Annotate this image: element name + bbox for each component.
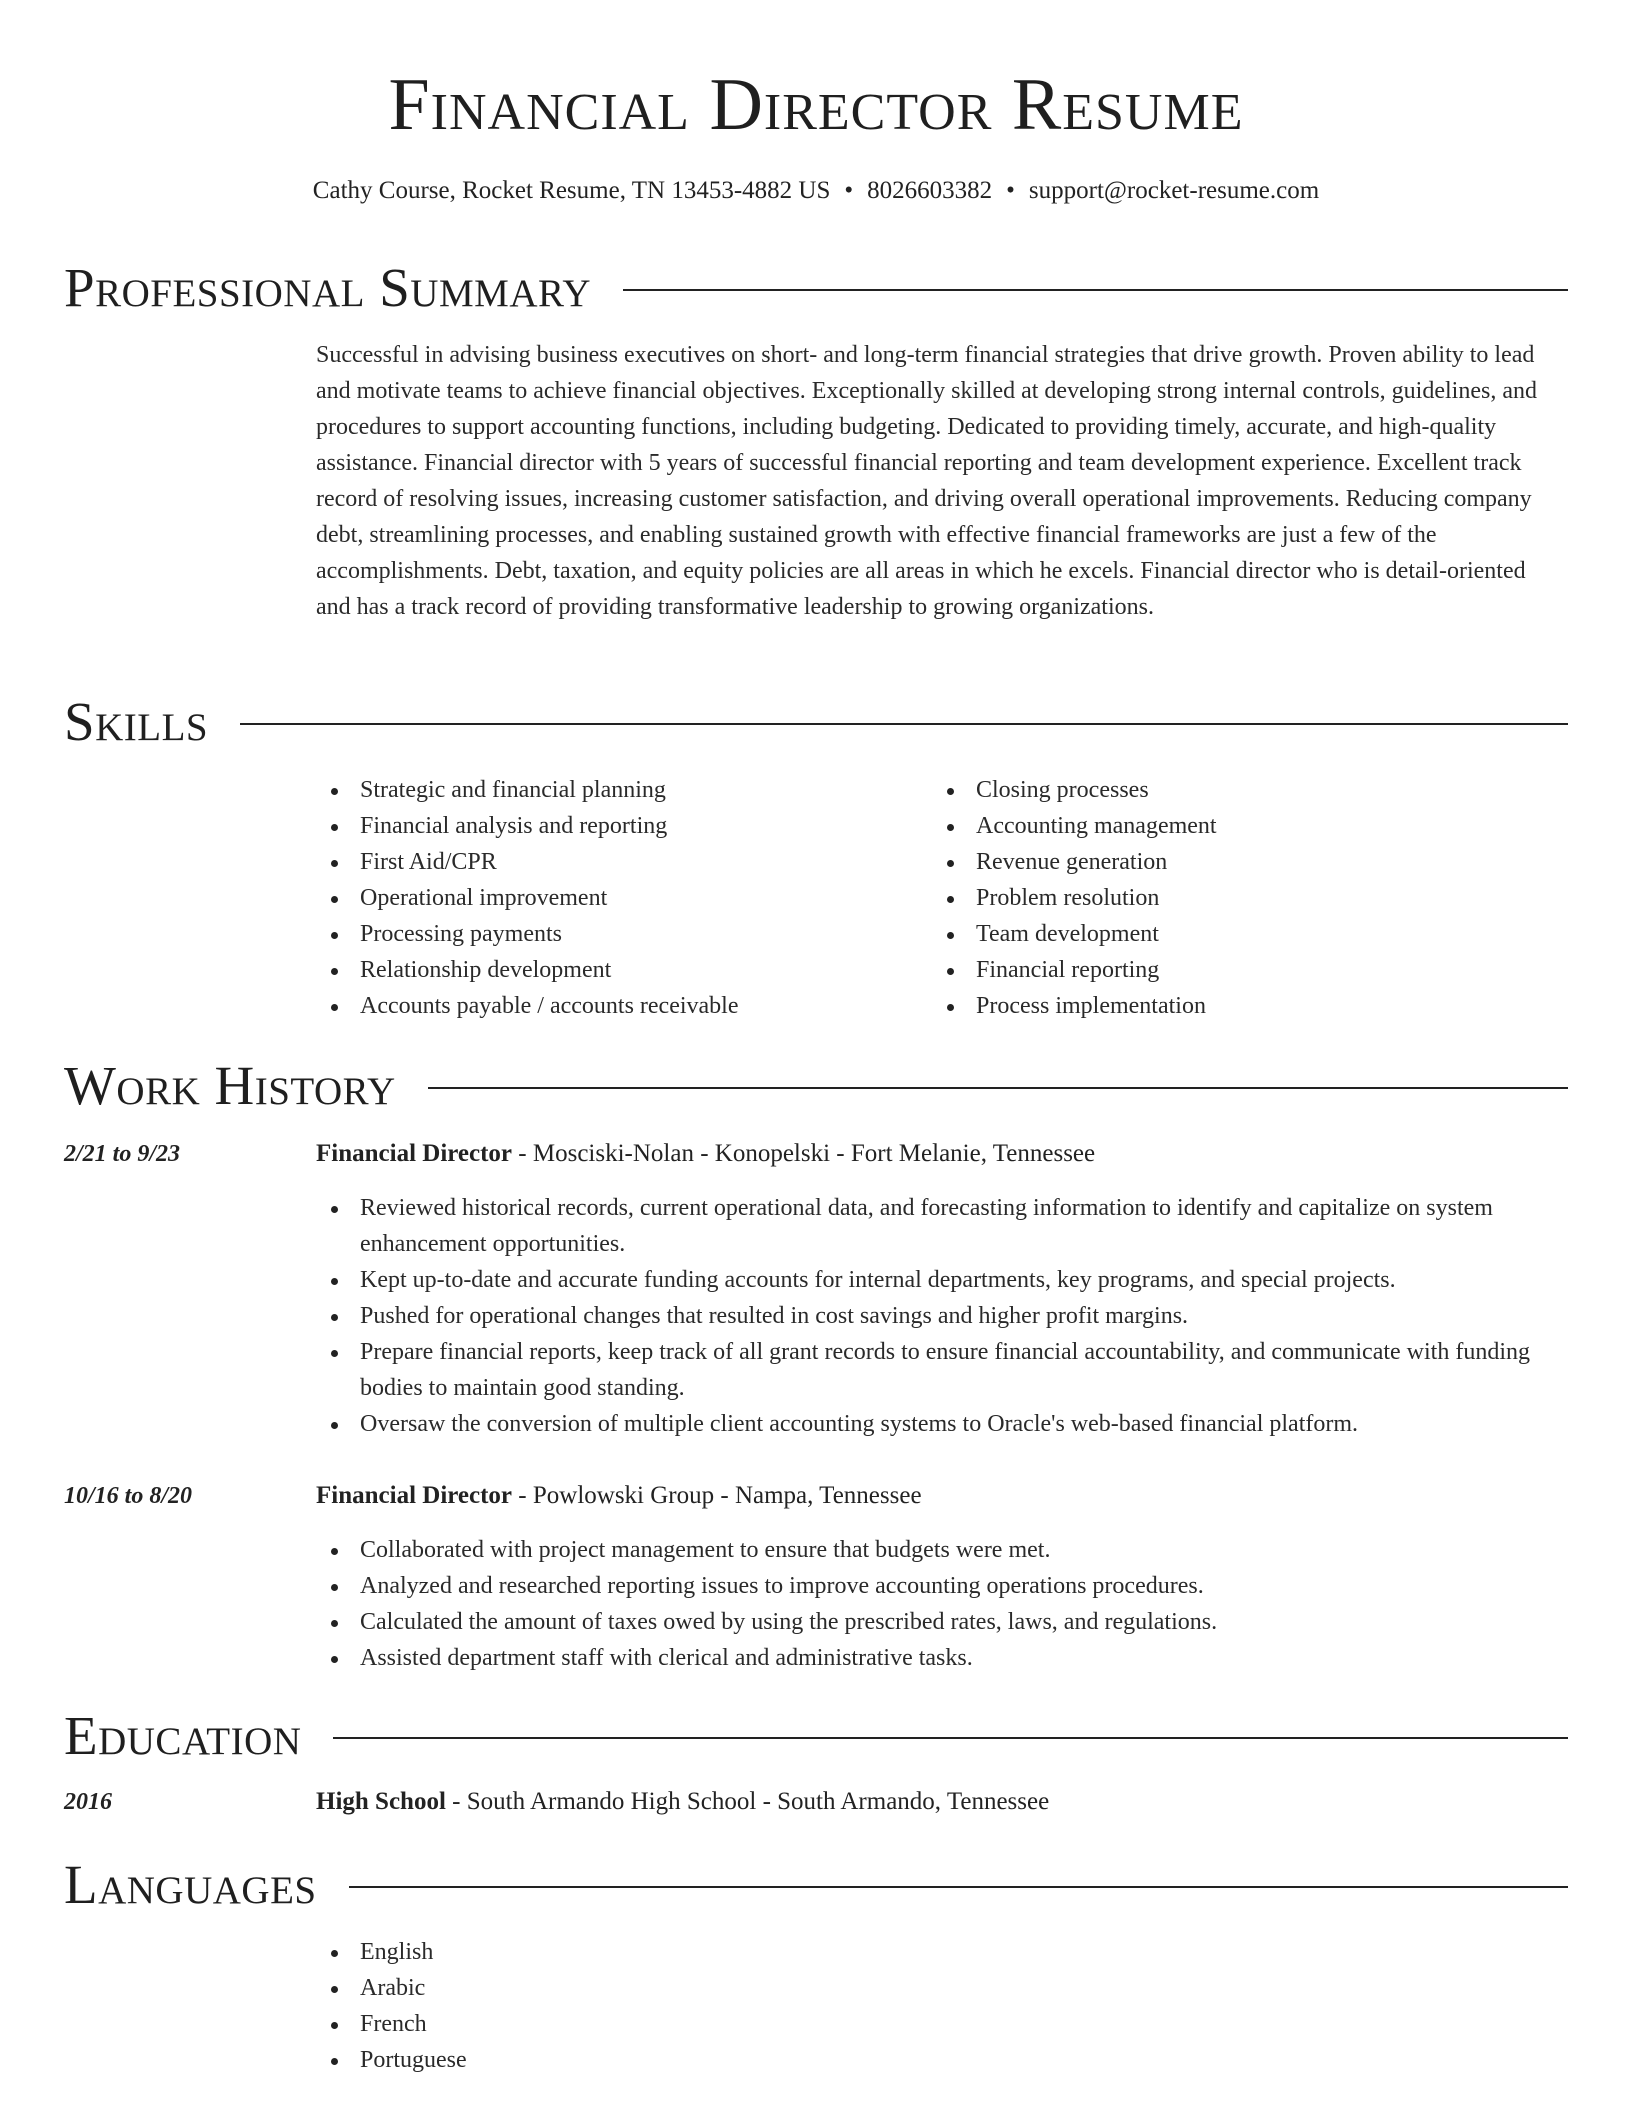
summary-text: Successful in advising business executives on short- and long-term financial strategies that drive growth. Proven ability to lead and motivate teams to achieve financial objectives. Exceptionally skilled at developing strong internal controls, guidelines, and procedures to support accounting functions, including budgeting. Dedicated to providing timely, accurate, and high-quality assistance. Financial director with 5 years of successful financial reporting and team development experience. Excellent track record of resolving issues, increasing customer satisfaction, and driving overall operational improvements. Reducing company debt, streamlining processes, and enabling sustained growth with effective financial frameworks are just a few of the accomplishments. Debt, taxation, and equity policies are all areas in which he excels. Financial director who is detail-oriented and has a track record of providing transformative leadership to growing organizations. [316,342,1537,620]
section-divider [240,723,1568,725]
skill-item: Revenue generation [932,844,1532,880]
section-header-languages [64,1853,1568,1917]
job-details: - Powlowski Group - Nampa, Tennessee [512,1482,922,1509]
job-bullet: Collaborated with project management to ensure that budgets were met. [316,1532,1566,1568]
job-title-line [316,1478,1566,1514]
education-degree: High School [316,1788,446,1815]
skill-item: Team development [932,916,1532,952]
section-header-skills [64,690,1568,754]
language-item: Portuguese [316,2042,1566,2078]
section-title: Professional Summary [64,257,592,318]
section-header-work-history [64,1054,1568,1118]
section-title: Education [64,1705,302,1766]
skill-item: Financial reporting [932,952,1532,988]
job-role: Financial Director [316,1482,513,1509]
job-bullet: Analyzed and researched reporting issues to improve accounting operations procedures. [316,1568,1566,1604]
section-title: Languages [64,1854,317,1915]
skills-column-left [316,772,916,1024]
contact-separator: • [1006,177,1015,204]
skill-item: Accounting management [932,808,1532,844]
resume-title: Financial Director Resume [388,64,1244,146]
job-bullet: Prepare financial reports, keep track of all grant records to ensure financial accountability, and communicate with funding bodies to maintain good standing. [316,1334,1566,1406]
language-item: French [316,2006,1566,2042]
contact-phone[interactable]: 8026603382 [867,177,993,204]
job-bullet: Assisted department staff with clerical and administrative tasks. [316,1640,1566,1676]
section-title: Work History [64,1055,396,1116]
section-divider [623,289,1568,291]
skill-item: Processing payments [316,916,916,952]
skill-item: Process implementation [932,988,1532,1024]
contact-address: Cathy Course, Rocket Resume, TN 13453-4882 US [312,177,831,204]
job-bullet: Calculated the amount of taxes owed by using the prescribed rates, laws, and regulations. [316,1604,1566,1640]
section-divider [333,1737,1568,1739]
job-bullet: Oversaw the conversion of multiple client accounting systems to Oracle's web-based financial platform. [316,1406,1566,1442]
skill-item: Problem resolution [932,880,1532,916]
section-title: Skills [64,691,209,752]
skills-column-right [932,772,1532,1024]
job-bullets [316,1190,1566,1442]
skill-item: Financial analysis and reporting [316,808,916,844]
job-bullet: Reviewed historical records, current operational data, and forecasting information to identify and capitalize on system enhancement opportunities. [316,1190,1566,1262]
contact-separator: • [844,177,854,204]
skill-item: Accounts payable / accounts receivable [316,988,916,1024]
job-dates: 10/16 to 8/20 [64,1483,193,1509]
education-details: - South Armando High School - South Armando, Tennessee [445,1788,1050,1815]
languages-list [316,1934,1566,2078]
skill-item: Strategic and financial planning [316,772,916,808]
section-divider [428,1087,1568,1089]
education-year: 2016 [64,1789,112,1815]
education-line [316,1784,1566,1820]
skill-item: First Aid/CPR [316,844,916,880]
contact-line [0,174,1632,208]
language-item: English [316,1934,1566,1970]
job-dates: 2/21 to 9/23 [64,1141,181,1167]
language-item: Arabic [316,1970,1566,2006]
job-role: Financial Director [316,1140,513,1167]
skill-item: Closing processes [932,772,1532,808]
job-title-line [316,1136,1566,1172]
contact-email[interactable]: support@rocket-resume.com [1028,177,1320,204]
job-bullets [316,1532,1566,1676]
job-details: - Mosciski-Nolan - Konopelski - Fort Melanie, Tennessee [512,1140,1096,1167]
skill-item: Relationship development [316,952,916,988]
job-bullet: Pushed for operational changes that resulted in cost savings and higher profit margins. [316,1298,1566,1334]
job-bullet: Kept up-to-date and accurate funding accounts for internal departments, key programs, and special projects. [316,1262,1566,1298]
section-header-education [64,1704,1568,1768]
section-header-summary [64,256,1568,320]
section-divider [349,1886,1568,1888]
skill-item: Operational improvement [316,880,916,916]
